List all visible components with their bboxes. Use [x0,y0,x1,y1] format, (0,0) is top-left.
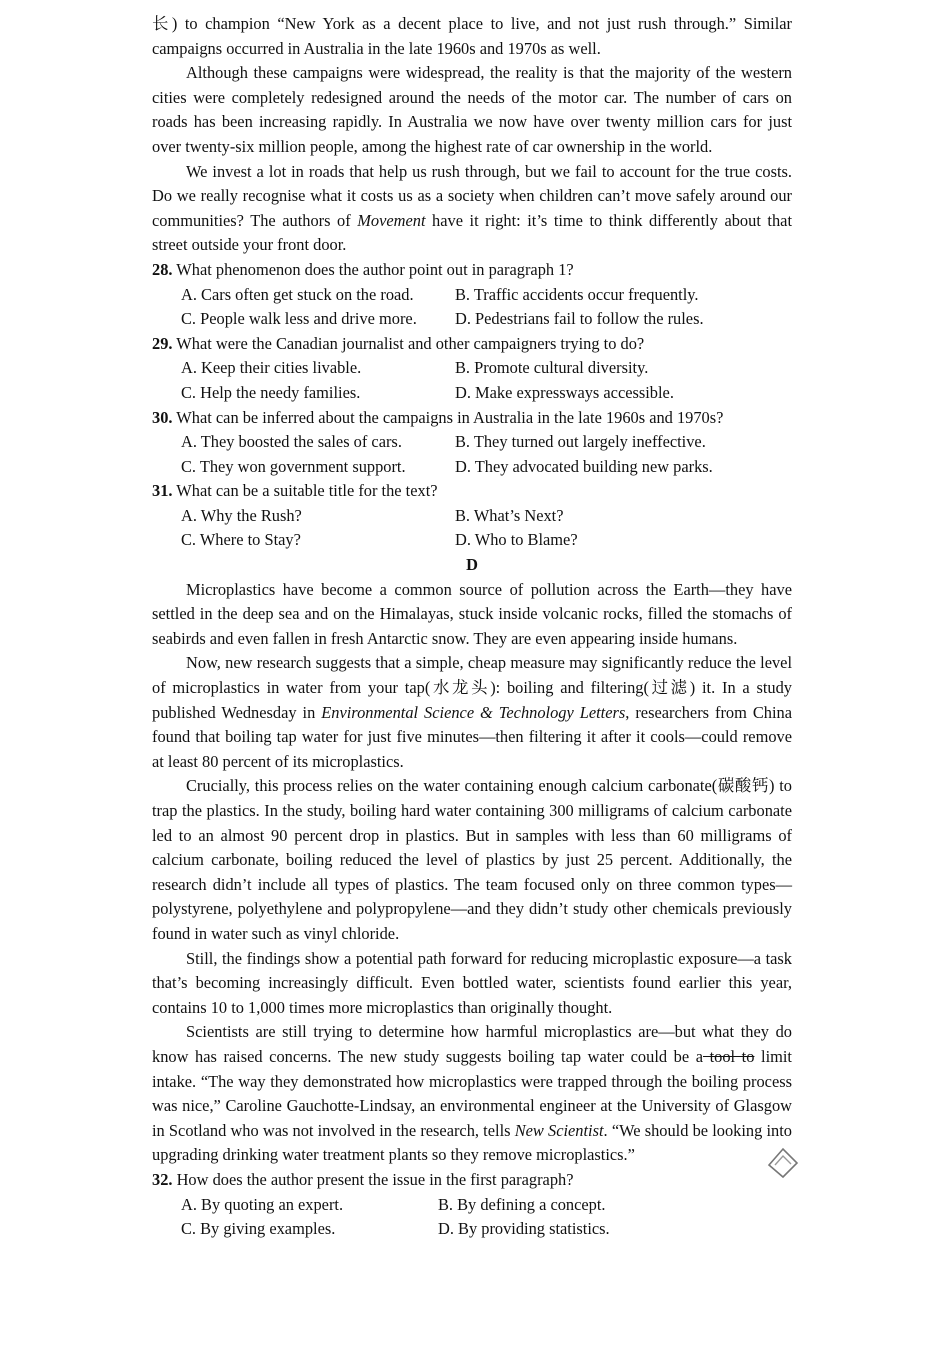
passage-d-p5-text-c: . “We should be looking into upgrading drinking water treatment plants so they remove microplastics.” [152,1120,793,1165]
passage-c-paragraph-2: Although these campaigns were widespread, the reality is that the majority of the western cities were completely redesigned around the needs of the motor car. The number of cars on roads has been increasing rapidly. In Australia we now have over twenty million cars for just over twenty-six million people, among the highest rate of car ownership in the world. [152,63,792,156]
passage-d-paragraph-4: Still, the findings show a potential path forward for reducing microplastic exposure—a task that’s becoming increasingly difficult. Even bottled water, scientists found earlier this year, contains 10 to 1,000 times more microplastics than originally thought. [152,948,792,1017]
question-32 [152,1168,792,1193]
option-d: D. Who to Blame? [455,530,578,550]
option-d: D. Make expressways accessible. [455,382,674,402]
question-31 [152,479,792,504]
question-number: 28. [152,259,173,279]
option-c: C. By giving examples. [181,1219,336,1239]
passage-d-paragraph-5 [152,1020,792,1168]
option-c: C. They won government support. [181,456,406,476]
option-c: C. Help the needy families. [181,382,361,402]
option-a: A. By quoting an expert. [181,1194,344,1214]
option-b: B. By defining a concept. [438,1194,606,1214]
passage-c-p3-text-b: have it right: it’s time to think differently about that street outside your front door. [152,210,792,255]
question-stem: How does the author present the issue in the first paragraph? [172,1169,574,1189]
section-heading-d: D [466,555,478,575]
watermark-stamp-icon [765,1143,801,1179]
question-stem: What were the Canadian journalist and other campaigners trying to do? [172,333,645,353]
question-stem: What can be a suitable title for the text? [172,481,438,501]
question-32-options [152,1193,792,1242]
book-title-movement: Movement [357,210,426,230]
option-d: D. They advocated building new parks. [455,456,713,476]
question-stem: What can be inferred about the campaigns in Australia in the late 1960s and 1970s? [172,407,724,427]
journal-title: Environmental Science & Technology Letters [321,702,626,722]
question-number: 31. [152,481,173,501]
question-30 [152,406,792,431]
passage-d-paragraph-1: Microplastics have become a common source of pollution across the Earth—they have settled in the deep sea and on the Himalayas, stuck inside volcanic rocks, filled the stomachs of seabirds and even fallen in fresh Antarctic snow. They are even appearing inside humans. [152,579,792,648]
option-a: A. Cars often get stuck on the road. [181,284,414,304]
passage-c-p3-text-a: We invest a lot in roads that help us rush through, but we fail to account for the true costs. Do we really recognise what it costs us as a society when children can’t move safely around our communities? The authors of [152,161,792,230]
option-a: A. They boosted the sales of cars. [181,432,402,452]
question-28 [152,258,792,283]
option-a: A. Why the Rush? [181,505,302,525]
passage-d-p5-text-a: Scientists are still trying to determine how harmful microplastics are—but what they do know has raised concerns. The new study suggests boiling tap water could be a [152,1022,792,1066]
option-b: B. What’s Next? [455,505,564,525]
passage-c-paragraph-3 [152,160,792,258]
passage-d-paragraph-3: Crucially, this process relies on the water containing enough calcium carbonate(碳酸钙) to trap the plastics. In the study, boiling hard water containing 300 milligrams of calcium carbonate led to an almost 90 percent drop in plastics. But in samples with less than 60 milligrams of calcium carbonate, boiling reduced the level of plastics by just 25 percent. Additionally, the research didn’t include all types of plastics. The team focused only on three common types—polystyrene, polyethylene and polypropylene—and they didn’t study other chemicals previously found in water such as vinyl chloride. [152,776,792,943]
struck-through-text: tool to [703,1046,755,1066]
option-a: A. Keep their cities livable. [181,358,362,378]
question-31-options [152,504,792,553]
option-b: B. They turned out largely ineffective. [455,432,706,452]
option-d: D. Pedestrians fail to follow the rules. [455,309,704,329]
question-number: 30. [152,407,173,427]
question-29 [152,332,792,357]
passage-d-p5-text-b: limit intake. “The way they demonstrated how microplastics were trapped through the boiling process was nice,” Caroline Gauchotte-Lindsay, an environmental engineer at the University of Glasgow in Scotland who was not involved in the research, tells [152,1046,792,1140]
passage-d-p2-text-a: Now, new research suggests that a simple, cheap measure may significantly reduce the level of microplastics in water from your tap(水龙头): boiling and filtering(过滤) it. In a study published Wednesday in [152,653,792,722]
question-number: 29. [152,333,173,353]
passage-c-paragraph-1-tail: 长) to champion “New York as a decent place to live, and not just rush through.” Similar campaigns occurred in Australia in the late 1960s and 1970s as well. [152,14,792,58]
passage-d-paragraph-2 [152,651,792,774]
option-d: D. By providing statistics. [438,1219,610,1239]
option-c: C. Where to Stay? [181,530,301,550]
question-stem: What phenomenon does the author point out in paragraph 1? [172,259,574,279]
magazine-title: New Scientist [514,1120,604,1140]
question-number: 32. [152,1169,173,1189]
passage-d-p2-text-b: , researchers from China found that boiling tap water for just five minutes—then filtering it after it cools—could remove at least 80 percent of its microplastics. [152,702,792,771]
option-b: B. Traffic accidents occur frequently. [455,284,699,304]
option-b: B. Promote cultural diversity. [455,358,649,378]
question-28-options [152,283,792,332]
question-30-options [152,430,792,479]
question-29-options [152,356,792,405]
option-c: C. People walk less and drive more. [181,309,417,329]
